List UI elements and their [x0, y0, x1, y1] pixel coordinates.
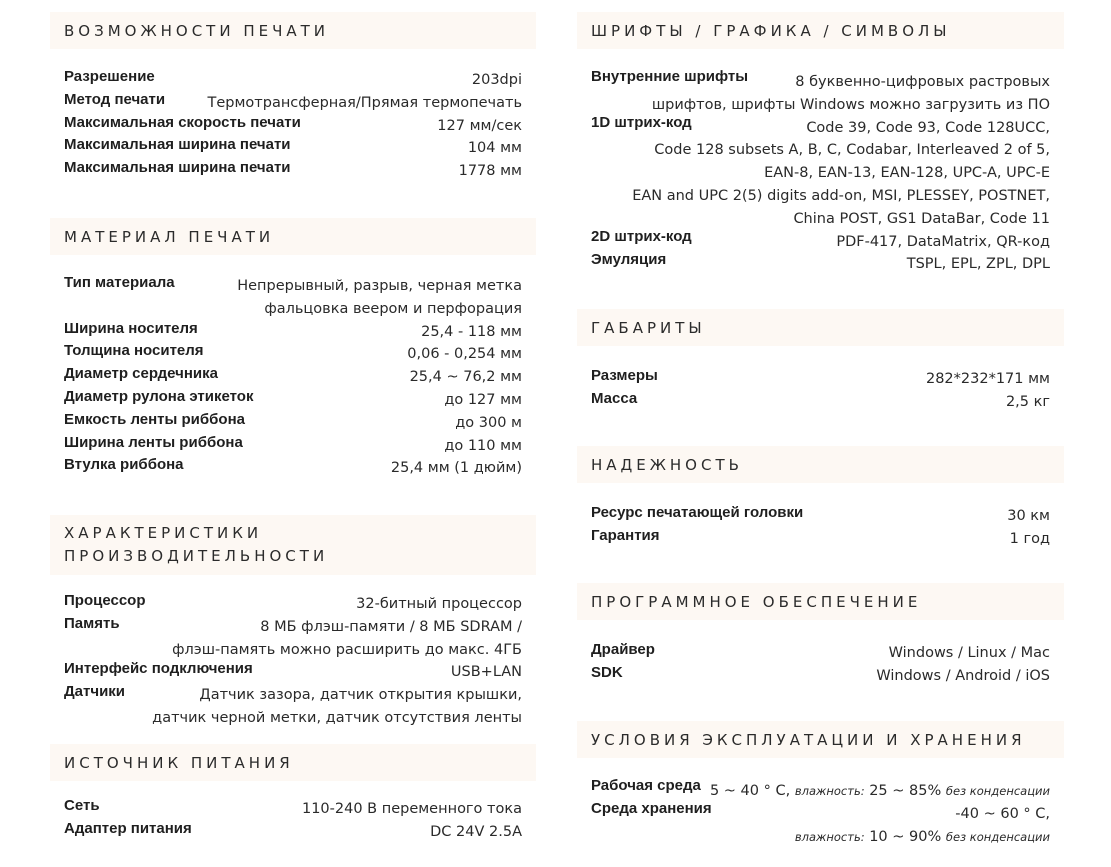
section-title-environment: УСЛОВИЯ ЭКСПЛУАТАЦИИ И ХРАНЕНИЯ	[577, 721, 1064, 758]
spec-label: Максимальная ширина печати	[64, 136, 291, 154]
spec-rows-environment	[577, 777, 1064, 848]
spec-value: 1 год	[1009, 530, 1050, 547]
section-performance	[50, 515, 536, 730]
section-software	[577, 583, 1064, 688]
section-title-line: ПРОИЗВОДИТЕЛЬНОСТИ	[64, 547, 329, 565]
spec-value: 30 км	[1007, 508, 1050, 524]
spec-value-storage-temp: -40 ~ 60 ° С,	[955, 805, 1050, 822]
spec-label-storage: Среда хранения	[591, 800, 712, 817]
spec-row	[591, 665, 1050, 688]
operating-temp: 5 ~ 40 ° С,	[709, 783, 791, 799]
section-title-print: ВОЗМОЖНОСТИ ПЕЧАТИ	[50, 12, 536, 49]
spec-value-cont: датчик черной метки, датчик отсутствия ленты	[152, 709, 522, 726]
spec-value: шрифтов, шрифты Windows можно загрузить из ПО	[651, 96, 1050, 113]
spec-value: до 127 мм	[444, 391, 522, 408]
spec-label: Процессор	[64, 592, 146, 609]
section-title-reliability: НАДЕЖНОСТЬ	[577, 446, 1064, 483]
spec-label: Адаптер питания	[64, 819, 192, 837]
spec-label-operating: Рабочая среда	[591, 777, 701, 794]
spec-row	[591, 505, 1050, 528]
spec-label: Гарантия	[591, 526, 660, 544]
spec-label: Разрешение	[64, 68, 155, 85]
spec-value: 127 мм/сек	[437, 117, 522, 134]
spec-value: China POST, GS1 DataBar, Code 11	[793, 210, 1050, 227]
spec-row	[64, 593, 522, 616]
spec-label: Максимальная ширина печати	[64, 159, 291, 177]
section-print	[50, 12, 536, 183]
spec-value: PDF-417, DataMatrix, QR-код	[836, 233, 1050, 250]
spec-value: 282*232*171 мм	[925, 371, 1050, 387]
section-media	[50, 218, 536, 480]
spec-value: 104 мм	[467, 140, 522, 157]
section-title-software: ПРОГРАММНОЕ ОБЕСПЕЧЕНИЕ	[577, 583, 1064, 620]
spec-value: Code 128 subsets A, B, C, Codabar, Interleaved 2 of 5,	[654, 142, 1050, 159]
spec-value: 203dpi	[471, 72, 522, 88]
spec-row	[591, 528, 1050, 551]
spec-value: 25,4 - 118 мм	[421, 323, 522, 340]
spec-label: Размеры	[591, 367, 658, 384]
spec-rows-performance	[50, 593, 536, 730]
spec-label: Толщина носителя	[64, 342, 204, 360]
spec-row	[591, 642, 1050, 665]
section-environment	[577, 721, 1064, 848]
spec-rows-reliability	[577, 505, 1064, 551]
section-title-performance	[50, 515, 536, 575]
spec-label: Втулка риббона	[64, 456, 184, 474]
humidity-word: влажность:	[794, 784, 865, 798]
spec-label: Тип материала	[64, 274, 175, 291]
spec-rows-software	[577, 642, 1064, 688]
spec-value: EAN and UPC 2(5) digits add-on, MSI, PLESSEY, POSTNET,	[632, 187, 1050, 204]
spec-label: Сеть	[64, 797, 100, 814]
section-title-media: МАТЕРИАЛ ПЕЧАТИ	[50, 218, 536, 255]
spec-row	[64, 684, 522, 730]
spec-value: 8 буквенно-цифровых растровых	[795, 74, 1050, 90]
spec-rows-media	[50, 275, 536, 480]
spec-label: Ширина носителя	[64, 319, 198, 337]
spec-value-storage-humidity	[591, 826, 1050, 849]
spec-label: Память	[64, 614, 120, 632]
spec-row	[64, 160, 522, 183]
section-fonts	[577, 12, 1064, 276]
spec-value: 25,4 мм (1 дюйм)	[390, 460, 522, 477]
spec-row	[64, 457, 522, 480]
spec-value: 0,06 - 0,254 мм	[407, 346, 522, 363]
section-title-power: ИСТОЧНИК ПИТАНИЯ	[50, 744, 536, 781]
spec-rows-fonts	[577, 68, 1064, 276]
spec-label: Масса	[591, 389, 638, 407]
spec-row	[591, 391, 1050, 414]
spec-label: Метод печати	[64, 90, 166, 108]
spec-value: до 300 м	[455, 414, 522, 431]
section-dimensions	[577, 309, 1064, 414]
spec-value: 110-240 В переменного тока	[301, 801, 522, 817]
humidity-word: влажность:	[794, 829, 865, 844]
spec-row	[64, 616, 522, 662]
spec-row	[591, 368, 1050, 391]
spec-value: 2,5 кг	[1005, 393, 1050, 410]
spec-rows-power	[50, 798, 536, 844]
spec-label-1d-barcode: 1D штрих-код	[591, 114, 692, 131]
storage-humidity: 10 ~ 90%	[869, 828, 942, 845]
section-reliability	[577, 446, 1064, 551]
spec-label: Драйвер	[591, 641, 655, 658]
spec-value-operating	[591, 780, 1050, 803]
no-condensation: без конденсации	[945, 784, 1050, 798]
spec-label-emulation: Эмуляция	[591, 251, 667, 268]
spec-value: USB+LAN	[450, 664, 522, 681]
spec-label: Емкость ленты риббона	[64, 410, 245, 428]
spec-value: Code 39, Code 93, Code 128UCC,	[806, 119, 1050, 136]
spec-label: Диаметр рулона этикеток	[64, 387, 254, 405]
spec-label-internal-fonts: Внутренние шрифты	[591, 68, 749, 85]
spec-value: EAN-8, EAN-13, EAN-128, UPC-A, UPC-E	[764, 165, 1050, 182]
operating-humidity: 25 ~ 85%	[869, 783, 942, 799]
spec-label: Интерфейс подключения	[64, 660, 253, 678]
spec-label: Ширина ленты риббона	[64, 433, 243, 451]
no-condensation: без конденсации	[945, 829, 1050, 844]
spec-value: Windows / Android / iOS	[876, 667, 1050, 684]
spec-value: Термотрансферная/Прямая термопечать	[207, 94, 522, 111]
spec-value: до 110 мм	[444, 437, 522, 454]
spec-value: 8 МБ флэш-памяти / 8 МБ SDRAM /	[260, 618, 522, 635]
spec-rows-print	[50, 69, 536, 183]
section-power	[50, 744, 536, 844]
section-title-dimensions: ГАБАРИТЫ	[577, 309, 1064, 346]
spec-row	[64, 821, 522, 844]
spec-value: TSPL, EPL, ZPL, DPL	[906, 256, 1050, 273]
section-title-fonts: ШРИФТЫ / ГРАФИКА / СИМВОЛЫ	[577, 12, 1064, 49]
spec-label-2d-barcode: 2D штрих-код	[591, 228, 692, 245]
spec-value-cont: фальцовка веером и перфорация	[264, 300, 522, 317]
spec-row	[64, 275, 522, 321]
spec-row	[64, 661, 522, 684]
spec-label: Максимальная скорость печати	[64, 113, 301, 131]
spec-value: Windows / Linux / Mac	[888, 645, 1050, 661]
spec-value: DC 24V 2.5A	[430, 823, 522, 840]
spec-value: 1778 мм	[458, 163, 522, 180]
spec-value: Датчик зазора, датчик открытия крышки,	[199, 687, 522, 704]
section-title-line: ХАРАКТЕРИСТИКИ	[64, 524, 263, 542]
spec-label: Датчики	[64, 683, 126, 701]
spec-label: Диаметр сердечника	[64, 365, 218, 383]
spec-rows-dimensions	[577, 368, 1064, 414]
spec-value-cont: флэш-память можно расширить до макс. 4ГБ	[172, 641, 522, 658]
spec-value: 25,4 ~ 76,2 мм	[409, 369, 522, 386]
spec-label: Ресурс печатающей головки	[591, 504, 804, 521]
spec-label: SDK	[591, 663, 623, 681]
spec-value: Непрерывный, разрыв, черная метка	[237, 278, 522, 294]
spec-value: 32-битный процессор	[356, 596, 522, 612]
